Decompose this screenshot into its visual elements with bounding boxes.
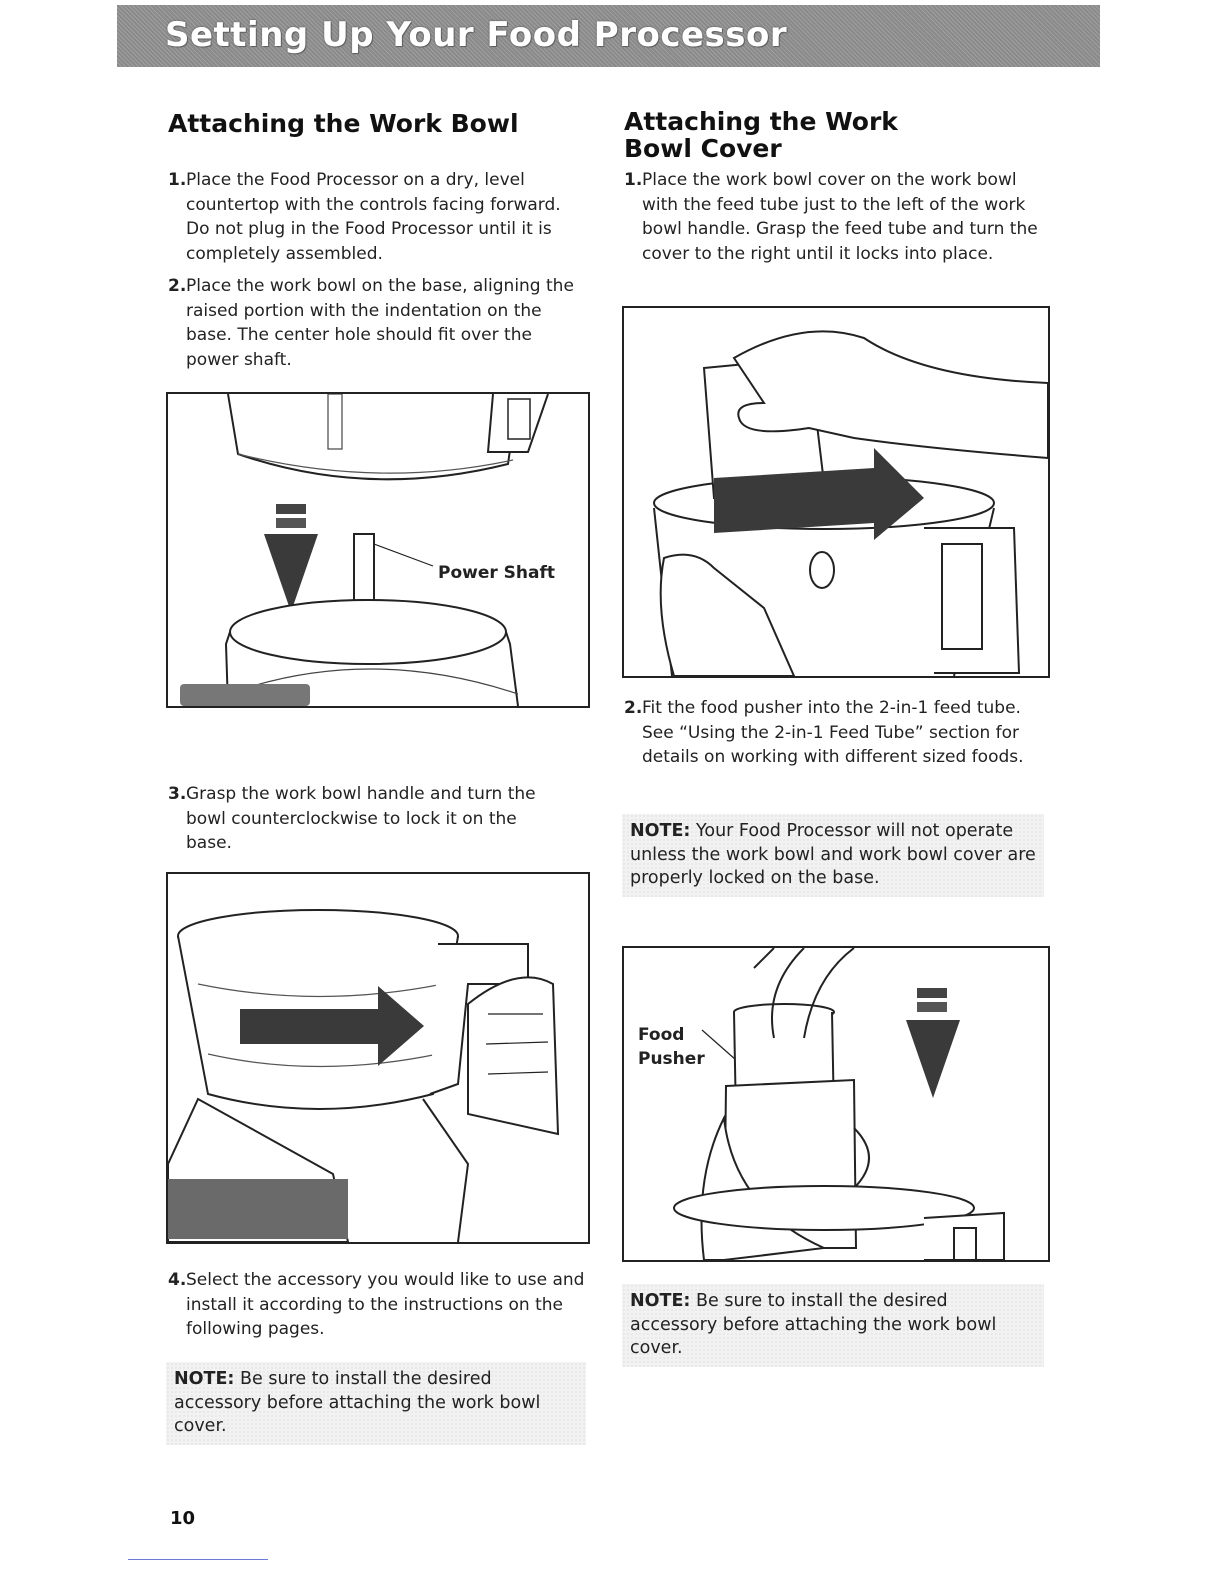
right-section-heading-line1: Attaching the Work (624, 107, 898, 136)
note-label: NOTE: (174, 1369, 235, 1389)
right-section-heading-line2: Bowl Cover (624, 134, 782, 163)
step-text: Place the work bowl on the base, aligning the raised portion with the indentation on the base. The center hole should fit over the power shaft. (186, 276, 574, 370)
step-number: 1. (624, 170, 643, 190)
left-step-4 (168, 1268, 588, 1342)
note-text: Be sure to install the desired accessory before attaching the work bowl cover. (174, 1369, 541, 1436)
step-number: 3. (168, 784, 187, 804)
note-label: NOTE: (630, 1291, 691, 1311)
page-number: 10 (170, 1508, 196, 1529)
step-number: 2. (624, 698, 643, 718)
food-pusher-label-line2: Pusher (638, 1049, 705, 1069)
step-text: Select the accessory you would like to use and install it according to the instructions on the following pages. (186, 1270, 585, 1339)
right-step-2 (624, 696, 1044, 770)
step-text: Place the work bowl cover on the work bowl with the feed tube just to the left of the work bowl handle. Grasp the feed tube and turn the cover to the right until it locks into place. (642, 170, 1038, 264)
right-note-1 (622, 814, 1044, 897)
step-text: Place the Food Processor on a dry, level countertop with the controls facing forward. Do not plug in the Food Processor until it is completely assembled. (186, 170, 561, 264)
power-shaft-label: Power Shaft (438, 563, 556, 583)
page-title: Setting Up Your Food Processor (165, 15, 788, 55)
footer-divider (128, 1559, 268, 1560)
figure-attach-cover-illustration (624, 308, 1048, 676)
step-number: 4. (168, 1270, 187, 1290)
step-text: Grasp the work bowl handle and turn the bowl counterclockwise to lock it on the base. (186, 784, 536, 853)
right-note-2 (622, 1284, 1044, 1367)
note-text: Be sure to install the desired accessory before attaching the work bowl cover. (630, 1291, 997, 1358)
food-pusher-label-line1: Food (638, 1025, 685, 1045)
figure-attach-cover (622, 306, 1050, 678)
figure-work-bowl-on-base-illustration (168, 394, 588, 706)
page-header-bar (117, 5, 1100, 67)
step-number: 1. (168, 170, 187, 190)
right-step-1 (624, 168, 1044, 266)
step-number: 2. (168, 276, 187, 296)
figure-work-bowl-on-base (166, 392, 590, 708)
left-section-heading: Attaching the Work Bowl (168, 109, 519, 138)
left-step-2 (168, 274, 588, 372)
left-note (166, 1362, 586, 1445)
step-text: Fit the food pusher into the 2-in-1 feed tube. See “Using the 2-in-1 Feed Tube” section for details on working with different sized foods. (642, 698, 1024, 767)
figure-food-pusher (622, 946, 1050, 1262)
note-label: NOTE: (630, 821, 691, 841)
note-text: Your Food Processor will not operate unless the work bowl and work bowl cover are properly locked on the base. (630, 821, 1036, 888)
figure-lock-bowl-illustration (168, 874, 588, 1242)
figure-lock-bowl (166, 872, 590, 1244)
left-step-3 (168, 782, 558, 856)
left-step-1 (168, 168, 588, 266)
figure-food-pusher-illustration (624, 948, 1048, 1260)
